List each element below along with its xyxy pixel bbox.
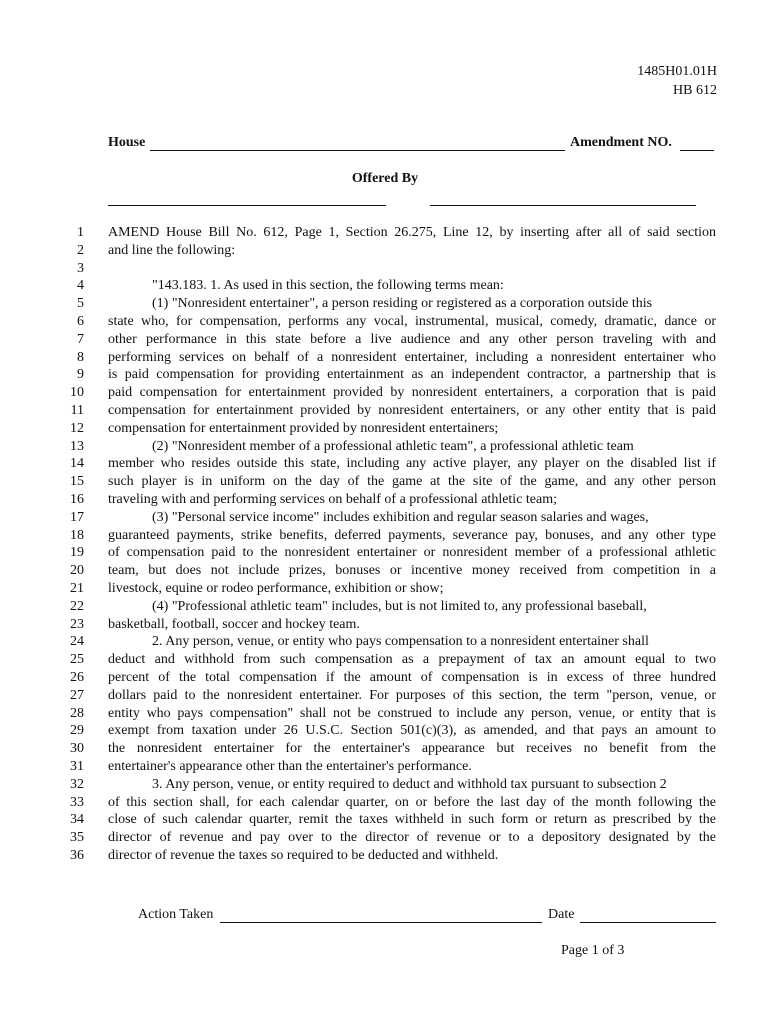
line-number: 12	[70, 420, 84, 436]
line-number: 28	[70, 705, 84, 721]
line-number: 18	[70, 527, 84, 543]
line-text: (3) "Personal service income" includes exhibition and regular season salaries and wages,	[152, 509, 649, 525]
line-number: 22	[70, 598, 84, 614]
line-text: compensation for entertainment provided by nonresident entertainers;	[108, 420, 499, 436]
line-text: exempt from taxation under 26 U.S.C. Section 501(c)(3), as amended, and that pays an amount to	[108, 723, 716, 739]
text-line	[0, 616, 770, 634]
text-line	[0, 687, 770, 705]
text-line	[0, 722, 770, 740]
text-line	[0, 740, 770, 758]
text-line	[0, 331, 770, 349]
line-text: 3. Any person, venue, or entity required to deduct and withhold tax pursuant to subsection 2	[152, 776, 667, 792]
text-line	[0, 455, 770, 473]
line-number: 25	[70, 652, 84, 668]
line-text: is paid compensation for providing entertainment as an independent contractor, a partnership that is	[108, 367, 716, 383]
line-number: 36	[70, 847, 84, 863]
text-line	[0, 847, 770, 865]
offered-by-label: Offered By	[351, 171, 419, 186]
line-number: 15	[70, 474, 84, 490]
text-line	[0, 794, 770, 812]
text-line	[0, 544, 770, 562]
line-number: 6	[77, 313, 84, 329]
house-blank	[150, 150, 565, 151]
line-number: 8	[77, 349, 84, 365]
line-text: other performance in this state before a live audience and any other person traveling with and	[108, 331, 716, 347]
line-text: and line the following:	[108, 242, 236, 258]
line-number: 13	[70, 438, 84, 454]
line-text: performing services on behalf of a nonresident entertainer, including a nonresident entertainer who	[108, 349, 716, 365]
date-label: Date	[548, 907, 575, 922]
line-text: "143.183. 1. As used in this section, the following terms mean:	[152, 278, 504, 294]
line-text: member who resides outside this state, including any active player, any player on the disabled list if	[108, 456, 716, 472]
text-line	[0, 811, 770, 829]
text-line	[0, 509, 770, 527]
text-line	[0, 438, 770, 456]
text-line	[0, 491, 770, 509]
line-number: 14	[70, 456, 84, 472]
line-text: (4) "Professional athletic team" includes, but is not limited to, any professional baseball,	[152, 598, 647, 614]
line-number: 16	[70, 491, 84, 507]
line-text: state who, for compensation, performs any vocal, instrumental, musical, comedy, dramatic, dance or	[108, 313, 716, 329]
line-text: director of revenue the taxes so required to be deducted and withheld.	[108, 847, 499, 863]
line-text: paid compensation for entertainment provided by nonresident entertainers, a corporation that is paid	[108, 385, 716, 401]
bill-number: HB 612	[673, 83, 717, 98]
line-number: 19	[70, 545, 84, 561]
line-number: 11	[70, 402, 84, 418]
line-number: 17	[70, 509, 84, 525]
line-text: close of such calendar quarter, remit the taxes withheld in such form or return as prescribed by the	[108, 812, 716, 828]
text-line	[0, 349, 770, 367]
line-text: basketball, football, soccer and hockey team.	[108, 616, 360, 632]
line-number: 32	[70, 776, 84, 792]
line-text: (1) "Nonresident entertainer", a person residing or registered as a corporation outside this	[152, 296, 653, 312]
text-line	[0, 384, 770, 402]
line-number: 4	[77, 278, 84, 294]
text-line	[0, 758, 770, 776]
text-line	[0, 669, 770, 687]
text-line	[0, 633, 770, 651]
line-text: director of revenue and pay over to the director of revenue or to a depository designated by the	[108, 830, 716, 846]
text-line	[0, 366, 770, 384]
line-number: 31	[70, 758, 84, 774]
line-text: entity who pays compensation" shall not be construed to include any person, venue, or entity that is	[108, 705, 716, 721]
line-number: 26	[70, 669, 84, 685]
text-line	[0, 260, 770, 278]
document-identifier	[637, 62, 717, 100]
text-line	[0, 402, 770, 420]
line-text: (2) "Nonresident member of a professional athletic team", a professional athletic team	[152, 438, 634, 454]
line-text: of this section shall, for each calendar quarter, on or before the last day of the month following the	[108, 794, 716, 810]
line-number: 29	[70, 723, 84, 739]
line-number: 2	[77, 242, 84, 258]
line-number: 21	[70, 580, 84, 596]
date-blank	[580, 922, 716, 923]
line-text: livestock, equine or rodeo performance, exhibition or show;	[108, 580, 444, 596]
text-line	[0, 242, 770, 260]
line-number: 27	[70, 687, 84, 703]
house-label: House	[108, 135, 146, 150]
line-number: 34	[70, 812, 84, 828]
page-number: Page 1 of 3	[561, 943, 625, 958]
action-taken-blank	[220, 922, 542, 923]
line-text: of compensation paid to the nonresident entertainer or nonresident member of a professional athletic	[108, 545, 716, 561]
text-line	[0, 705, 770, 723]
line-text: guaranteed payments, strike benefits, deferred payments, severance pay, bonuses, and any other type	[108, 527, 716, 543]
text-line	[0, 776, 770, 794]
text-line	[0, 829, 770, 847]
line-text: 2. Any person, venue, or entity who pays compensation to a nonresident entertainer shall	[152, 634, 649, 650]
offered-by-signature-line-right	[430, 205, 696, 206]
text-line	[0, 473, 770, 491]
line-text: such player is in uniform on the day of the game at the site of the game, and any other person	[108, 474, 716, 490]
text-line	[0, 580, 770, 598]
line-number: 24	[70, 634, 84, 650]
amendment-text	[0, 224, 770, 865]
line-number: 20	[70, 563, 84, 579]
text-line	[0, 651, 770, 669]
offered-by-signature-line-left	[108, 205, 386, 206]
line-text: AMEND House Bill No. 612, Page 1, Section 26.275, Line 12, by inserting after all of said section	[108, 225, 716, 240]
amendment-number-label: Amendment NO.	[570, 135, 672, 150]
line-number: 23	[70, 616, 84, 632]
line-text: entertainer's appearance other than the entertainer's performance.	[108, 758, 472, 774]
action-taken-label: Action Taken	[138, 907, 214, 922]
line-text: the nonresident entertainer for the entertainer's appearance but receives no benefit from the	[108, 741, 716, 757]
line-text: compensation for entertainment provided by nonresident entertainers, or any other entity that is paid	[108, 402, 716, 418]
line-number: 33	[70, 794, 84, 810]
line-text: percent of the total compensation if the amount of compensation is in excess of three hundred	[108, 669, 716, 685]
text-line	[0, 420, 770, 438]
text-line	[0, 598, 770, 616]
doc-code: 1485H01.01H	[637, 64, 717, 79]
line-number: 10	[70, 385, 84, 401]
house-amendment-line	[108, 135, 714, 155]
line-number: 30	[70, 741, 84, 757]
line-number: 7	[77, 331, 84, 347]
line-number: 3	[77, 260, 84, 276]
line-text: deduct and withhold from such compensation as a prepayment of tax an amount equal to two	[108, 652, 716, 668]
text-line	[0, 562, 770, 580]
line-text: team, but does not include prizes, bonuses or incentive money received from competition in a	[108, 563, 716, 579]
line-number: 1	[77, 225, 84, 240]
text-line	[0, 224, 770, 242]
line-number: 5	[77, 296, 84, 312]
action-taken-line	[138, 907, 716, 927]
text-line	[0, 277, 770, 295]
line-text: traveling with and performing services on behalf of a professional athletic team;	[108, 491, 558, 507]
text-line	[0, 527, 770, 545]
text-line	[0, 295, 770, 313]
line-text: dollars paid to the nonresident entertainer. For purposes of this section, the term "person, venue, or	[108, 687, 716, 703]
text-line	[0, 313, 770, 331]
line-number: 9	[77, 367, 84, 383]
amendment-number-blank	[680, 150, 714, 151]
line-number: 35	[70, 830, 84, 846]
